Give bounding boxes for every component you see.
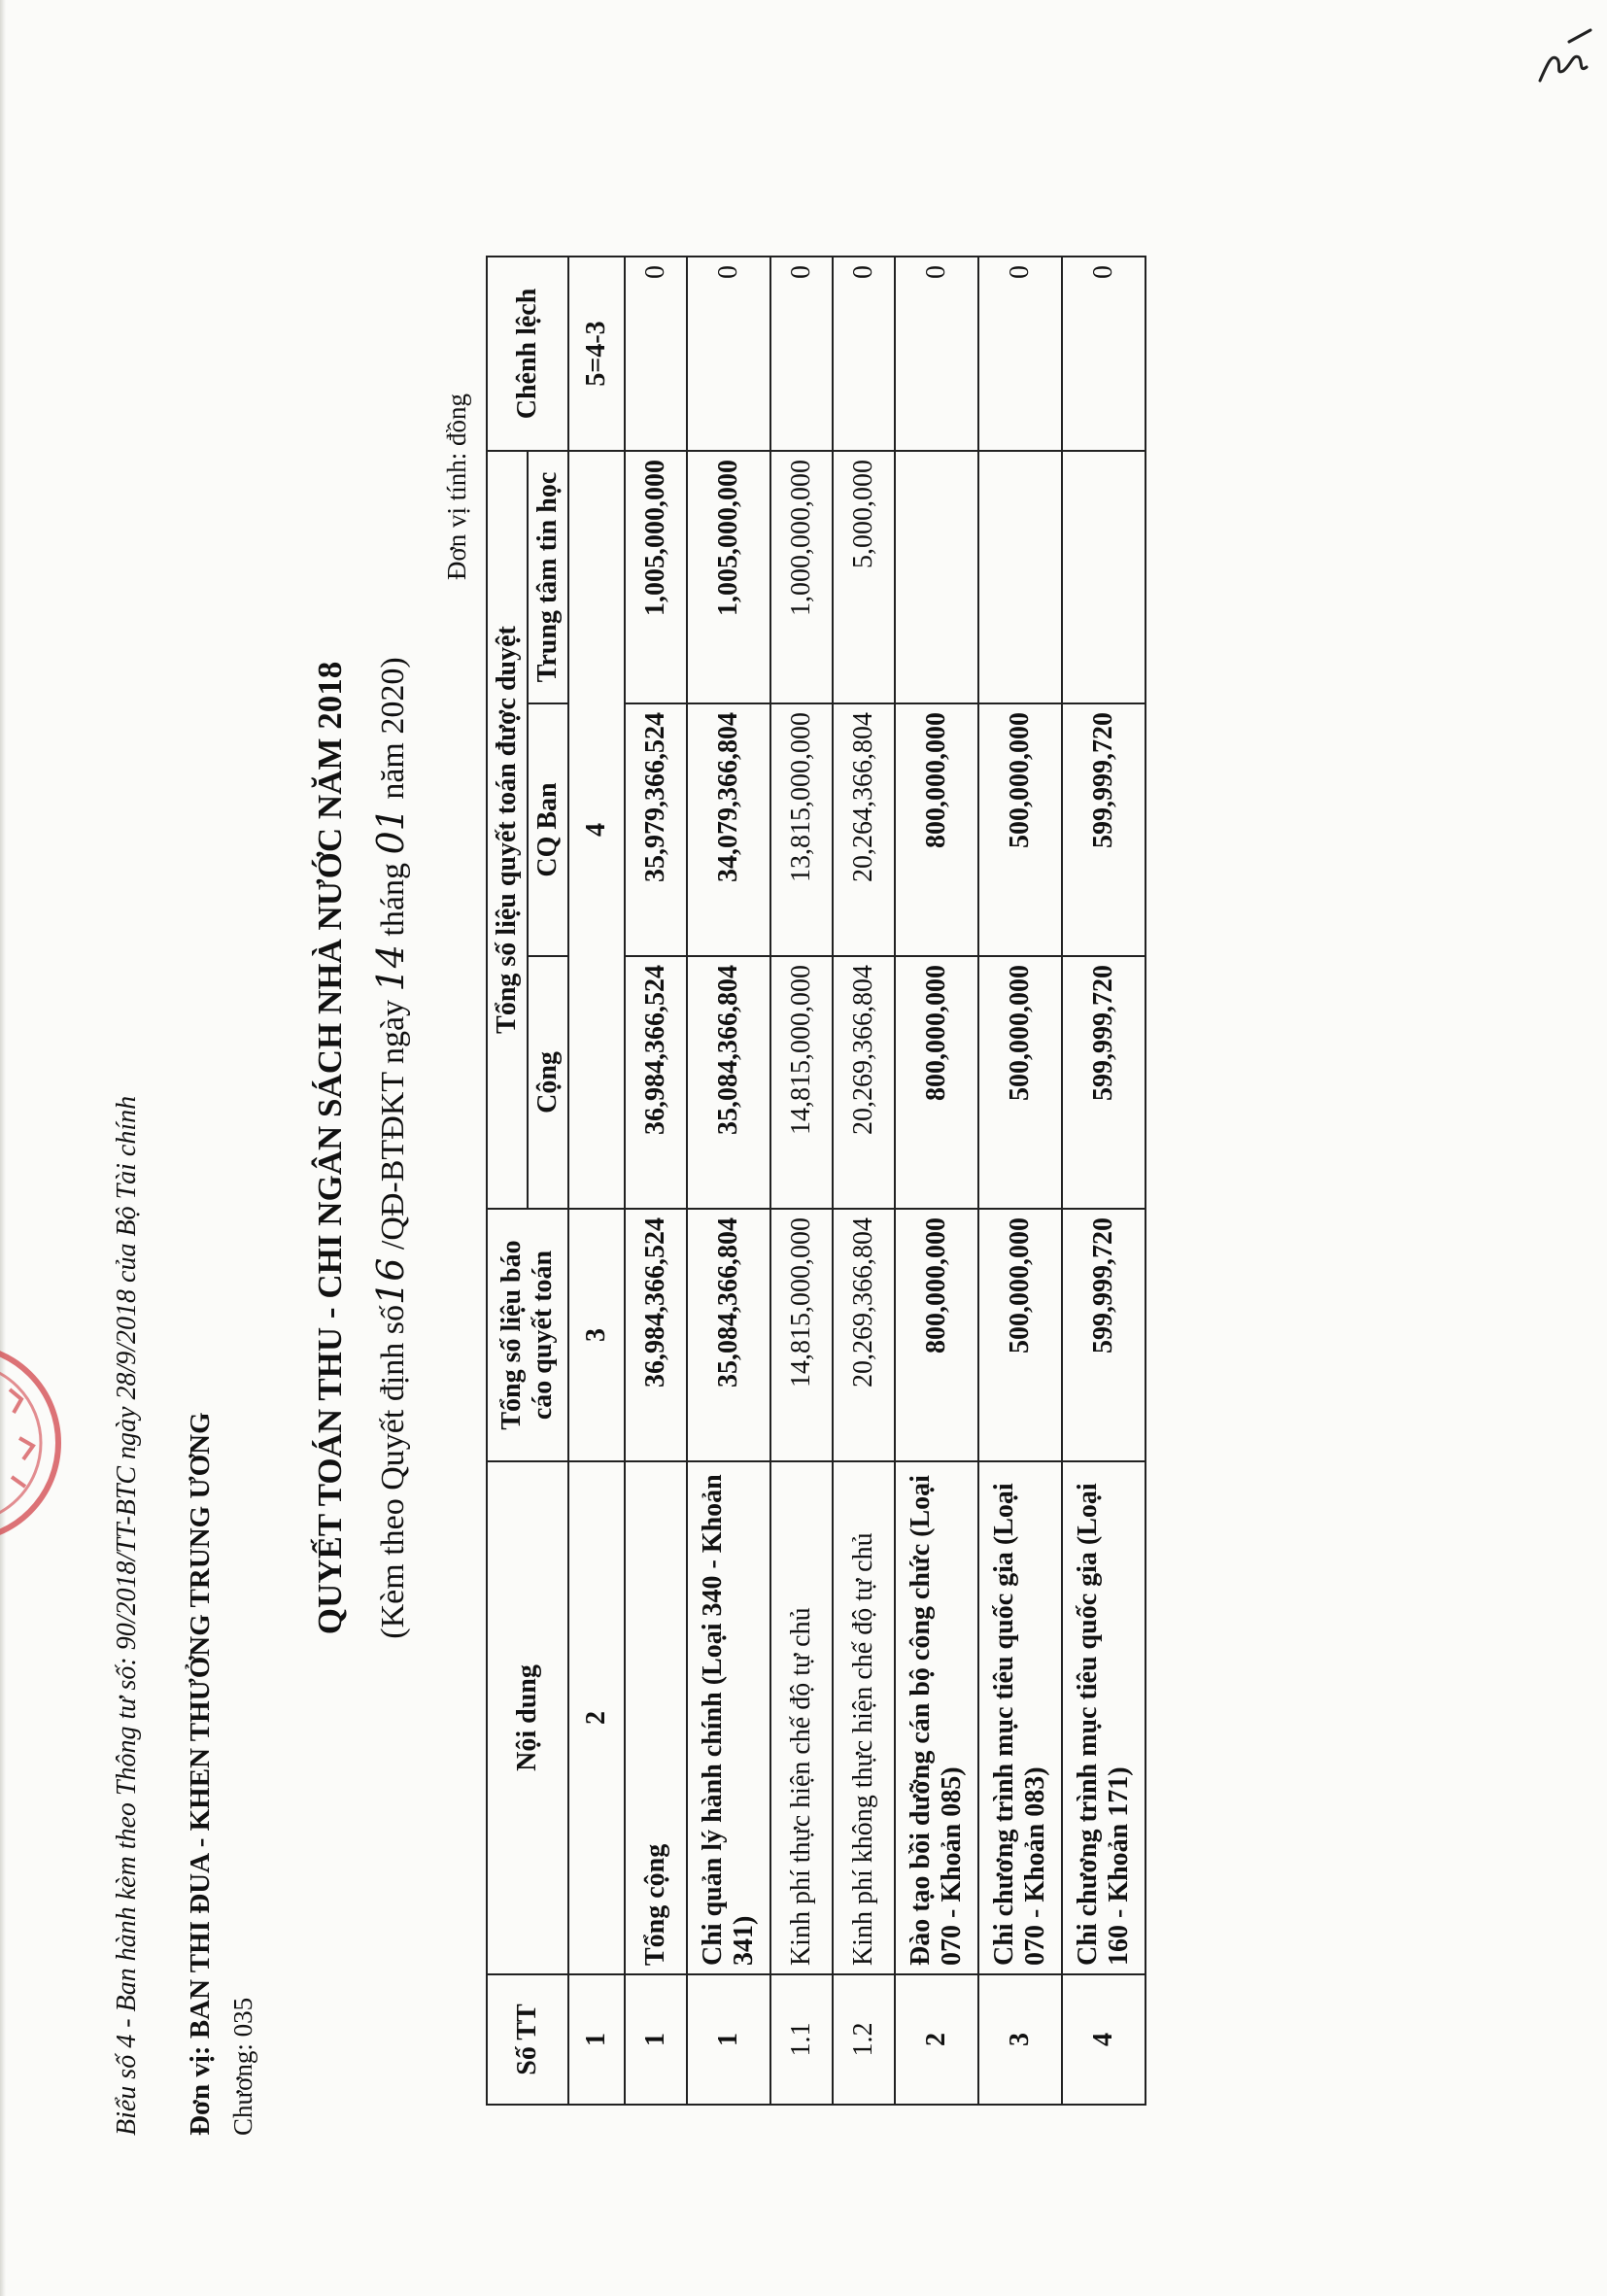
- cell-difference: 0: [978, 257, 1062, 451]
- decision-month: 01: [369, 807, 412, 855]
- decision-number: 16: [369, 1257, 412, 1305]
- unit-line: [185, 1412, 217, 2136]
- table-row: [895, 257, 978, 2105]
- cell-it-center: [895, 451, 978, 703]
- page-subtitle: [369, 0, 412, 2296]
- table-row: [978, 257, 1062, 2105]
- index-cell: 1: [568, 1974, 625, 2105]
- index-cell: 3: [568, 1209, 625, 1461]
- cell-content: Chi quản lý hành chính (Loại 340 - Khoản 341): [687, 1461, 770, 1974]
- subtitle-prefix: (Kèm theo Quyết định số: [375, 1304, 411, 1639]
- subtitle-middle: /QĐ-BTĐKT ngày: [375, 999, 411, 1251]
- settlement-table: [486, 256, 1146, 2106]
- header-total: Cộng: [528, 956, 568, 1209]
- cell-cq-ban: 800,000,000: [895, 703, 978, 956]
- cell-total: 500,000,000: [978, 956, 1062, 1209]
- cell-content: Tổng cộng: [625, 1461, 687, 1974]
- cell-content: Chi chương trình mục tiêu quốc gia (Loại 160 - Khoản 171): [1062, 1461, 1145, 1974]
- header-reported: Tổng số liệu báo cáo quyết toán: [487, 1209, 568, 1461]
- subtitle-month-label: tháng: [375, 863, 411, 937]
- cell-it-center: [1062, 451, 1145, 703]
- cell-stt: 3: [978, 1974, 1062, 2105]
- cell-total: 20,269,366,804: [833, 956, 895, 1209]
- cell-reported: 14,815,000,000: [770, 1209, 833, 1461]
- cell-difference: 0: [1062, 257, 1145, 451]
- cell-stt: 1: [625, 1974, 687, 2105]
- index-cell: 4: [568, 451, 625, 1209]
- currency-unit-note: Đơn vị tính: đồng: [442, 394, 471, 581]
- table-row: [1062, 257, 1145, 2105]
- header-content: Nội dung: [487, 1461, 568, 1974]
- cell-total: 800,000,000: [895, 956, 978, 1209]
- cell-content: Chi chương trình mục tiêu quốc gia (Loại 070 - Khoản 083): [978, 1461, 1062, 1974]
- cell-reported: 500,000,000: [978, 1209, 1062, 1461]
- cell-it-center: 1,005,000,000: [625, 451, 687, 703]
- cell-difference: 0: [895, 257, 978, 451]
- cell-cq-ban: 13,815,000,000: [770, 703, 833, 956]
- cell-cq-ban: 599,999,720: [1062, 703, 1145, 956]
- cell-total: 35,084,366,804: [687, 956, 770, 1209]
- header-difference: Chênh lệch: [487, 257, 568, 451]
- cell-it-center: [978, 451, 1062, 703]
- page-title: QUYẾT TOÁN THU - CHI NGÂN SÁCH NHÀ NƯỚC NĂM 2018: [311, 661, 349, 1635]
- table-row: [687, 257, 770, 2105]
- unit-name: BAN THI ĐUA - KHEN THƯỞNG TRUNG ƯƠNG: [185, 1412, 216, 2039]
- decision-day: 14: [369, 944, 412, 992]
- cell-difference: 0: [687, 257, 770, 451]
- cell-total: 14,815,000,000: [770, 956, 833, 1209]
- cell-total: 599,999,720: [1062, 956, 1145, 1209]
- header-it-center: Trung tâm tin học: [528, 451, 568, 703]
- cell-content: Kinh phí không thực hiện chế độ tự chủ: [833, 1461, 895, 1974]
- table-row: [833, 257, 895, 2105]
- index-cell: 5=4-3: [568, 257, 625, 451]
- cell-stt: 2: [895, 1974, 978, 2105]
- cell-stt: 1.2: [833, 1974, 895, 2105]
- cell-reported: 36,984,366,524: [625, 1209, 687, 1461]
- header-stt: Số TT: [487, 1974, 568, 2105]
- cell-reported: 599,999,720: [1062, 1209, 1145, 1461]
- cell-stt: 1: [687, 1974, 770, 2105]
- cell-total: 36,984,366,524: [625, 956, 687, 1209]
- cell-cq-ban: 34,079,366,804: [687, 703, 770, 956]
- unit-label: Đơn vị:: [185, 2045, 216, 2136]
- cell-cq-ban: 35,979,366,524: [625, 703, 687, 956]
- cell-cq-ban: 20,264,366,804: [833, 703, 895, 956]
- cell-difference: 0: [833, 257, 895, 451]
- cell-it-center: 5,000,000: [833, 451, 895, 703]
- cell-reported: 35,084,366,804: [687, 1209, 770, 1461]
- chapter-line: Chương: 035: [228, 1997, 257, 2136]
- cell-content: Kinh phí thực hiện chế độ tự chủ: [770, 1461, 833, 1974]
- column-index-row: [568, 257, 625, 2105]
- cell-content: Đào tạo bồi dưỡng cán bộ công chức (Loại 070 - Khoản 085): [895, 1461, 978, 1974]
- cell-it-center: 1,000,000,000: [770, 451, 833, 703]
- index-cell: 2: [568, 1461, 625, 1974]
- table-row: [770, 257, 833, 2105]
- subtitle-suffix: năm 2020): [375, 657, 411, 800]
- cell-difference: 0: [625, 257, 687, 451]
- cell-reported: 20,269,366,804: [833, 1209, 895, 1461]
- cell-it-center: 1,005,000,000: [687, 451, 770, 703]
- cell-difference: 0: [770, 257, 833, 451]
- header-cq-ban: CQ Ban: [528, 703, 568, 956]
- legal-basis-note: Biểu số 4 - Ban hành kèm theo Thông tư số: 90/2018/TT-BTC ngày 28/9/2018 của Bộ Tài chính: [112, 1095, 142, 2136]
- cell-stt: 1.1: [770, 1974, 833, 2105]
- cell-reported: 800,000,000: [895, 1209, 978, 1461]
- table-row: [625, 257, 687, 2105]
- cell-stt: 4: [1062, 1974, 1145, 2105]
- header-approved: Tổng số liệu quyết toán được duyệt: [487, 451, 528, 1209]
- cell-cq-ban: 500,000,000: [978, 703, 1062, 956]
